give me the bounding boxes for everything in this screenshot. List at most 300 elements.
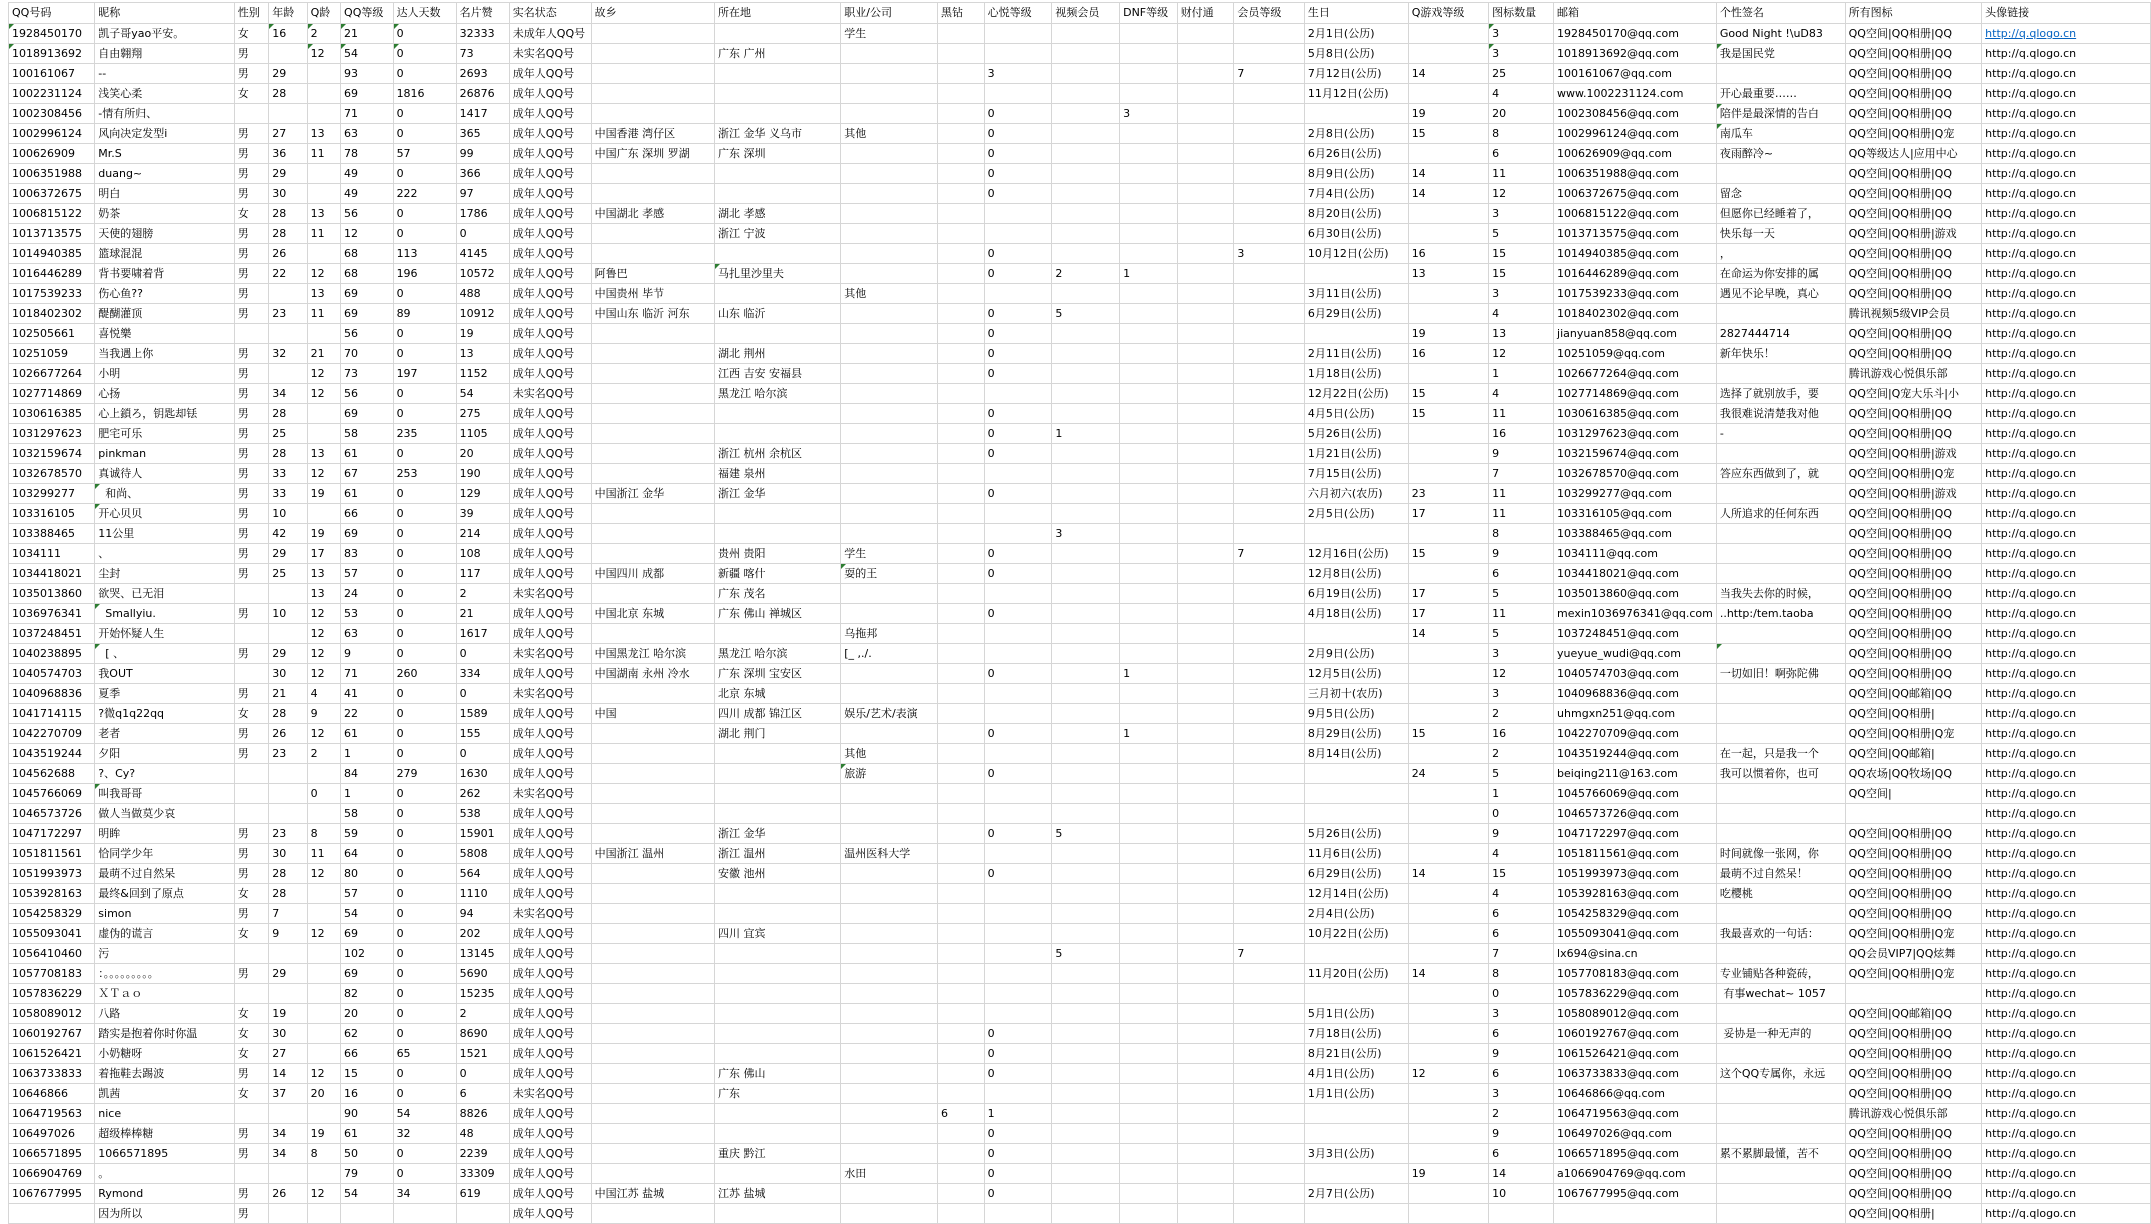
cell-hometown[interactable]: 中国广东 深圳 罗湖	[591, 144, 714, 164]
cell-daren[interactable]: 0	[393, 884, 456, 904]
column-header-sig[interactable]: 个性签名	[1716, 3, 1845, 24]
cell-hometown[interactable]: 中国湖北 孝感	[591, 204, 714, 224]
cell-qgame[interactable]: 15	[1408, 384, 1488, 404]
cell-qq[interactable]: 1006815122	[9, 204, 95, 224]
cell-qq[interactable]: 1002308456	[9, 104, 95, 124]
cell-likes[interactable]: 99	[456, 144, 509, 164]
cell-sig[interactable]: 夜雨醉冷~	[1716, 144, 1845, 164]
cell-daren[interactable]: 0	[393, 504, 456, 524]
cell-daren[interactable]: 32	[393, 1124, 456, 1144]
cell-xinyue[interactable]: 0	[984, 164, 1052, 184]
cell-location[interactable]: 浙江 温州	[714, 844, 840, 864]
cell-birthday[interactable]: 5月1日(公历)	[1304, 1004, 1408, 1024]
cell-gender[interactable]: 男	[234, 844, 269, 864]
cell-vip[interactable]	[1234, 1184, 1305, 1204]
cell-qqlevel[interactable]: 16	[341, 1084, 394, 1104]
cell-heizuan[interactable]	[938, 24, 985, 44]
cell-caifutong[interactable]	[1177, 464, 1234, 484]
cell-hometown[interactable]: 中国黑龙江 哈尔滨	[591, 644, 714, 664]
cell-email[interactable]: 1043519244@qq.com	[1554, 744, 1717, 764]
cell-birthday[interactable]	[1304, 1104, 1408, 1124]
cell-xinyue[interactable]	[984, 24, 1052, 44]
cell-xinyue[interactable]: 0	[984, 364, 1052, 384]
cell-qgame[interactable]	[1408, 784, 1488, 804]
cell-qgame[interactable]: 17	[1408, 504, 1488, 524]
cell-sig[interactable]	[1716, 1204, 1845, 1224]
cell-location[interactable]: 湖北 孝感	[714, 204, 840, 224]
cell-location[interactable]	[714, 244, 840, 264]
cell-job[interactable]: [_ ,./.	[841, 644, 938, 664]
cell-birthday[interactable]: 6月19日(公历)	[1304, 584, 1408, 604]
cell-qqlevel[interactable]: 62	[341, 1024, 394, 1044]
cell-caifutong[interactable]	[1177, 1004, 1234, 1024]
cell-job[interactable]	[841, 524, 938, 544]
cell-gender[interactable]: 女	[234, 1024, 269, 1044]
cell-video[interactable]	[1052, 404, 1120, 424]
cell-xinyue[interactable]: 0	[984, 544, 1052, 564]
cell-qq[interactable]: 1057836229	[9, 984, 95, 1004]
cell-sig[interactable]: ，	[1716, 244, 1845, 264]
cell-xinyue[interactable]	[984, 984, 1052, 1004]
cell-caifutong[interactable]	[1177, 204, 1234, 224]
cell-caifutong[interactable]	[1177, 584, 1234, 604]
cell-likes[interactable]: 1521	[456, 1044, 509, 1064]
cell-caifutong[interactable]	[1177, 24, 1234, 44]
cell-location[interactable]	[714, 524, 840, 544]
cell-dnf[interactable]	[1120, 1104, 1178, 1124]
cell-icons[interactable]: 6	[1489, 1064, 1554, 1084]
cell-realname[interactable]: 成年人QQ号	[509, 504, 591, 524]
cell-qage[interactable]: 12	[307, 1184, 340, 1204]
cell-dnf[interactable]: 1	[1120, 264, 1178, 284]
cell-qgame[interactable]: 19	[1408, 324, 1488, 344]
cell-icons[interactable]: 15	[1489, 864, 1554, 884]
cell-icons[interactable]: 1	[1489, 364, 1554, 384]
cell-video[interactable]	[1052, 1164, 1120, 1184]
cell-qgame[interactable]: 24	[1408, 764, 1488, 784]
cell-nick[interactable]: 当我遇上你	[95, 344, 234, 364]
cell-sig[interactable]: 最萌不过自然呆！	[1716, 864, 1845, 884]
cell-dnf[interactable]	[1120, 784, 1178, 804]
cell-email[interactable]: 1018402302@qq.com	[1554, 304, 1717, 324]
cell-nick[interactable]: 、	[95, 544, 234, 564]
cell-email[interactable]: 1040968836@qq.com	[1554, 684, 1717, 704]
cell-nick[interactable]: 醍醐灌顶	[95, 304, 234, 324]
cell-daren[interactable]: 253	[393, 464, 456, 484]
cell-qage[interactable]: 8	[307, 1144, 340, 1164]
cell-qgame[interactable]	[1408, 1184, 1488, 1204]
cell-likes[interactable]: 0	[456, 224, 509, 244]
cell-location[interactable]: 广东 佛山	[714, 1064, 840, 1084]
cell-vip[interactable]: 3	[1234, 244, 1305, 264]
cell-qage[interactable]: 21	[307, 344, 340, 364]
cell-avatar[interactable]: http://q.qlogo.cn	[1982, 484, 2151, 504]
cell-avatar[interactable]: http://q.qlogo.cn	[1982, 264, 2151, 284]
cell-icons[interactable]: 13	[1489, 324, 1554, 344]
cell-hometown[interactable]: 中国浙江 温州	[591, 844, 714, 864]
cell-dnf[interactable]	[1120, 444, 1178, 464]
cell-realname[interactable]: 成年人QQ号	[509, 884, 591, 904]
cell-avatar[interactable]: http://q.qlogo.cn	[1982, 324, 2151, 344]
cell-location[interactable]	[714, 784, 840, 804]
cell-icons[interactable]: 2	[1489, 704, 1554, 724]
cell-email[interactable]: 100626909@qq.com	[1554, 144, 1717, 164]
cell-dnf[interactable]	[1120, 24, 1178, 44]
cell-qage[interactable]	[307, 1044, 340, 1064]
column-header-allicons[interactable]: 所有图标	[1845, 3, 1982, 24]
cell-video[interactable]	[1052, 284, 1120, 304]
cell-qgame[interactable]	[1408, 1024, 1488, 1044]
cell-heizuan[interactable]	[938, 764, 985, 784]
cell-qage[interactable]: 11	[307, 224, 340, 244]
cell-sig[interactable]: 南瓜车	[1716, 124, 1845, 144]
cell-location[interactable]	[714, 944, 840, 964]
cell-realname[interactable]: 成年人QQ号	[509, 1044, 591, 1064]
cell-xinyue[interactable]: 0	[984, 1164, 1052, 1184]
column-header-age[interactable]: 年龄	[269, 3, 307, 24]
cell-job[interactable]	[841, 1044, 938, 1064]
cell-email[interactable]: 1014940385@qq.com	[1554, 244, 1717, 264]
cell-icons[interactable]: 15	[1489, 244, 1554, 264]
cell-avatar[interactable]: http://q.qlogo.cn	[1982, 784, 2151, 804]
column-header-qage[interactable]: Q龄	[307, 3, 340, 24]
cell-birthday[interactable]: 2月9日(公历)	[1304, 644, 1408, 664]
cell-location[interactable]	[714, 884, 840, 904]
cell-qqlevel[interactable]: 58	[341, 424, 394, 444]
cell-birthday[interactable]: 7月15日(公历)	[1304, 464, 1408, 484]
cell-email[interactable]: 1045766069@qq.com	[1554, 784, 1717, 804]
cell-allicons[interactable]: QQ空间|QQ相册|QQ	[1845, 664, 1982, 684]
cell-hometown[interactable]	[591, 804, 714, 824]
cell-icons[interactable]: 9	[1489, 1124, 1554, 1144]
cell-qgame[interactable]	[1408, 644, 1488, 664]
cell-age[interactable]	[269, 104, 307, 124]
cell-dnf[interactable]	[1120, 1184, 1178, 1204]
cell-avatar[interactable]: http://q.qlogo.cn	[1982, 284, 2151, 304]
cell-icons[interactable]: 6	[1489, 1144, 1554, 1164]
cell-avatar[interactable]: http://q.qlogo.cn	[1982, 444, 2151, 464]
cell-age[interactable]: 29	[269, 64, 307, 84]
cell-nick[interactable]: 奶茶	[95, 204, 234, 224]
cell-realname[interactable]: 未实名QQ号	[509, 1084, 591, 1104]
cell-realname[interactable]: 未实名QQ号	[509, 584, 591, 604]
cell-likes[interactable]: 4145	[456, 244, 509, 264]
cell-nick[interactable]: Rymond	[95, 1184, 234, 1204]
cell-heizuan[interactable]	[938, 264, 985, 284]
cell-allicons[interactable]: QQ空间|	[1845, 784, 1982, 804]
cell-allicons[interactable]: QQ空间|QQ邮箱|QQ	[1845, 684, 1982, 704]
cell-gender[interactable]: 男	[234, 364, 269, 384]
column-header-avatar[interactable]: 头像链接	[1982, 3, 2151, 24]
cell-caifutong[interactable]	[1177, 1144, 1234, 1164]
cell-gender[interactable]: 女	[234, 924, 269, 944]
cell-qqlevel[interactable]: 66	[341, 1044, 394, 1064]
cell-allicons[interactable]	[1845, 804, 1982, 824]
cell-realname[interactable]: 成年人QQ号	[509, 704, 591, 724]
cell-likes[interactable]: 19	[456, 324, 509, 344]
cell-nick[interactable]: 尘封	[95, 564, 234, 584]
cell-nick[interactable]: Mr.S	[95, 144, 234, 164]
cell-icons[interactable]: 11	[1489, 484, 1554, 504]
cell-age[interactable]: 28	[269, 224, 307, 244]
cell-email[interactable]: lx694@sina.cn	[1554, 944, 1717, 964]
cell-avatar[interactable]: http://q.qlogo.cn	[1982, 124, 2151, 144]
cell-realname[interactable]: 未实名QQ号	[509, 784, 591, 804]
cell-heizuan[interactable]	[938, 464, 985, 484]
cell-likes[interactable]: 365	[456, 124, 509, 144]
cell-qq[interactable]: 1027714869	[9, 384, 95, 404]
cell-sig[interactable]	[1716, 1164, 1845, 1184]
cell-birthday[interactable]: 2月1日(公历)	[1304, 24, 1408, 44]
cell-gender[interactable]: 女	[234, 1044, 269, 1064]
cell-vip[interactable]	[1234, 384, 1305, 404]
cell-qq[interactable]: 1017539233	[9, 284, 95, 304]
cell-hometown[interactable]	[591, 184, 714, 204]
cell-realname[interactable]: 成年人QQ号	[509, 764, 591, 784]
cell-video[interactable]	[1052, 164, 1120, 184]
cell-vip[interactable]	[1234, 844, 1305, 864]
cell-qqlevel[interactable]: 69	[341, 284, 394, 304]
cell-daren[interactable]: 0	[393, 984, 456, 1004]
cell-qage[interactable]	[307, 884, 340, 904]
cell-email[interactable]: 1034111@qq.com	[1554, 544, 1717, 564]
cell-gender[interactable]	[234, 784, 269, 804]
cell-email[interactable]: yueyue_wudi@qq.com	[1554, 644, 1717, 664]
cell-avatar[interactable]: http://q.qlogo.cn	[1982, 424, 2151, 444]
cell-email[interactable]: 1066571895@qq.com	[1554, 1144, 1717, 1164]
cell-job[interactable]: 温州医科大学	[841, 844, 938, 864]
cell-nick[interactable]: 肥宅可乐	[95, 424, 234, 444]
cell-nick[interactable]: 和尚、	[95, 484, 234, 504]
cell-dnf[interactable]	[1120, 864, 1178, 884]
cell-qqlevel[interactable]: 61	[341, 444, 394, 464]
cell-icons[interactable]: 10	[1489, 1184, 1554, 1204]
cell-daren[interactable]: 0	[393, 164, 456, 184]
cell-icons[interactable]: 4	[1489, 304, 1554, 324]
cell-avatar[interactable]: http://q.qlogo.cn	[1982, 944, 2151, 964]
cell-job[interactable]: 其他	[841, 284, 938, 304]
cell-gender[interactable]: 女	[234, 704, 269, 724]
cell-job[interactable]	[841, 364, 938, 384]
cell-job[interactable]: 耍的王	[841, 564, 938, 584]
cell-qq[interactable]: 1032678570	[9, 464, 95, 484]
cell-qgame[interactable]	[1408, 904, 1488, 924]
cell-heizuan[interactable]	[938, 724, 985, 744]
cell-email[interactable]: 1040574703@qq.com	[1554, 664, 1717, 684]
cell-caifutong[interactable]	[1177, 184, 1234, 204]
cell-daren[interactable]: 0	[393, 804, 456, 824]
cell-caifutong[interactable]	[1177, 324, 1234, 344]
cell-qqlevel[interactable]: 1	[341, 784, 394, 804]
cell-birthday[interactable]: 12月16日(公历)	[1304, 544, 1408, 564]
cell-xinyue[interactable]: 3	[984, 64, 1052, 84]
cell-dnf[interactable]	[1120, 524, 1178, 544]
cell-heizuan[interactable]	[938, 1044, 985, 1064]
cell-daren[interactable]: 0	[393, 444, 456, 464]
cell-age[interactable]: 37	[269, 1084, 307, 1104]
cell-email[interactable]: 1037248451@qq.com	[1554, 624, 1717, 644]
cell-likes[interactable]: 10912	[456, 304, 509, 324]
cell-dnf[interactable]	[1120, 744, 1178, 764]
cell-avatar[interactable]: http://q.qlogo.cn	[1982, 64, 2151, 84]
cell-qgame[interactable]: 14	[1408, 164, 1488, 184]
cell-avatar[interactable]: http://q.qlogo.cn	[1982, 824, 2151, 844]
cell-realname[interactable]: 成年人QQ号	[509, 864, 591, 884]
column-header-heizuan[interactable]: 黑钻	[938, 3, 985, 24]
cell-video[interactable]	[1052, 1084, 1120, 1104]
cell-caifutong[interactable]	[1177, 644, 1234, 664]
cell-age[interactable]: 29	[269, 964, 307, 984]
cell-xinyue[interactable]: 1	[984, 1104, 1052, 1124]
cell-heizuan[interactable]	[938, 284, 985, 304]
cell-icons[interactable]: 14	[1489, 1164, 1554, 1184]
cell-qgame[interactable]	[1408, 204, 1488, 224]
cell-gender[interactable]: 女	[234, 24, 269, 44]
cell-avatar[interactable]: http://q.qlogo.cn	[1982, 1124, 2151, 1144]
cell-gender[interactable]: 男	[234, 464, 269, 484]
cell-hometown[interactable]	[591, 24, 714, 44]
cell-qage[interactable]: 12	[307, 644, 340, 664]
cell-sig[interactable]: 我最喜欢的一句话：	[1716, 924, 1845, 944]
cell-age[interactable]: 29	[269, 544, 307, 564]
cell-vip[interactable]	[1234, 624, 1305, 644]
cell-xinyue[interactable]	[984, 804, 1052, 824]
cell-qgame[interactable]: 19	[1408, 104, 1488, 124]
cell-realname[interactable]: 成年人QQ号	[509, 804, 591, 824]
cell-age[interactable]: 25	[269, 424, 307, 444]
cell-vip[interactable]	[1234, 204, 1305, 224]
cell-realname[interactable]: 成年人QQ号	[509, 404, 591, 424]
cell-qage[interactable]: 13	[307, 444, 340, 464]
cell-dnf[interactable]	[1120, 704, 1178, 724]
cell-vip[interactable]	[1234, 964, 1305, 984]
cell-caifutong[interactable]	[1177, 904, 1234, 924]
cell-qq[interactable]: 1034111	[9, 544, 95, 564]
cell-email[interactable]: 1031297623@qq.com	[1554, 424, 1717, 444]
cell-location[interactable]: 北京 东城	[714, 684, 840, 704]
cell-sig[interactable]: -	[1716, 424, 1845, 444]
cell-qgame[interactable]	[1408, 1084, 1488, 1104]
cell-sig[interactable]: 当我失去你的时候，	[1716, 584, 1845, 604]
cell-sig[interactable]: 陪伴是最深情的告白	[1716, 104, 1845, 124]
cell-allicons[interactable]: QQ空间|QQ相册|QQ	[1845, 904, 1982, 924]
cell-hometown[interactable]	[591, 104, 714, 124]
cell-video[interactable]	[1052, 984, 1120, 1004]
cell-video[interactable]	[1052, 324, 1120, 344]
cell-age[interactable]	[269, 1104, 307, 1124]
cell-realname[interactable]: 成年人QQ号	[509, 1204, 591, 1224]
cell-nick[interactable]: 污	[95, 944, 234, 964]
cell-qage[interactable]	[307, 1164, 340, 1184]
cell-xinyue[interactable]	[984, 704, 1052, 724]
cell-allicons[interactable]: QQ空间|QQ相册|QQ	[1845, 624, 1982, 644]
cell-daren[interactable]: 0	[393, 704, 456, 724]
cell-nick[interactable]: 11公里	[95, 524, 234, 544]
cell-allicons[interactable]: 腾讯视频5级VIP会员	[1845, 304, 1982, 324]
cell-video[interactable]: 5	[1052, 944, 1120, 964]
cell-heizuan[interactable]	[938, 644, 985, 664]
cell-qqlevel[interactable]: 67	[341, 464, 394, 484]
cell-qage[interactable]	[307, 244, 340, 264]
cell-avatar[interactable]: http://q.qlogo.cn	[1982, 664, 2151, 684]
cell-job[interactable]: 乌拖邦	[841, 624, 938, 644]
cell-dnf[interactable]	[1120, 984, 1178, 1004]
cell-age[interactable]	[269, 584, 307, 604]
cell-dnf[interactable]	[1120, 904, 1178, 924]
cell-hometown[interactable]	[591, 464, 714, 484]
cell-heizuan[interactable]	[938, 1084, 985, 1104]
cell-job[interactable]	[841, 964, 938, 984]
cell-qgame[interactable]: 13	[1408, 264, 1488, 284]
cell-video[interactable]	[1052, 964, 1120, 984]
cell-heizuan[interactable]	[938, 124, 985, 144]
cell-video[interactable]	[1052, 124, 1120, 144]
cell-nick[interactable]: 因为所以	[95, 1204, 234, 1224]
cell-dnf[interactable]	[1120, 464, 1178, 484]
cell-location[interactable]: 江西 吉安 安福县	[714, 364, 840, 384]
cell-caifutong[interactable]	[1177, 864, 1234, 884]
cell-xinyue[interactable]	[984, 904, 1052, 924]
cell-nick[interactable]: 真诚待人	[95, 464, 234, 484]
cell-realname[interactable]: 成年人QQ号	[509, 524, 591, 544]
cell-email[interactable]: 1055093041@qq.com	[1554, 924, 1717, 944]
cell-likes[interactable]: 488	[456, 284, 509, 304]
column-header-hometown[interactable]: 故乡	[591, 3, 714, 24]
cell-qqlevel[interactable]: 54	[341, 44, 394, 64]
cell-video[interactable]	[1052, 484, 1120, 504]
cell-video[interactable]	[1052, 604, 1120, 624]
cell-daren[interactable]: 65	[393, 1044, 456, 1064]
cell-caifutong[interactable]	[1177, 1044, 1234, 1064]
cell-birthday[interactable]	[1304, 984, 1408, 1004]
cell-qage[interactable]: 9	[307, 704, 340, 724]
cell-realname[interactable]: 成年人QQ号	[509, 544, 591, 564]
cell-realname[interactable]: 成年人QQ号	[509, 664, 591, 684]
cell-dnf[interactable]	[1120, 64, 1178, 84]
cell-gender[interactable]: 男	[234, 404, 269, 424]
cell-allicons[interactable]: QQ空间|QQ邮箱|	[1845, 744, 1982, 764]
cell-gender[interactable]: 男	[234, 684, 269, 704]
cell-qq[interactable]: 1066571895	[9, 1144, 95, 1164]
cell-gender[interactable]: 男	[234, 604, 269, 624]
cell-job[interactable]	[841, 1204, 938, 1224]
cell-age[interactable]: 27	[269, 124, 307, 144]
cell-qage[interactable]: 12	[307, 724, 340, 744]
cell-qage[interactable]: 12	[307, 384, 340, 404]
cell-xinyue[interactable]	[984, 284, 1052, 304]
cell-job[interactable]	[841, 584, 938, 604]
cell-dnf[interactable]	[1120, 204, 1178, 224]
cell-birthday[interactable]: 2月5日(公历)	[1304, 504, 1408, 524]
cell-qage[interactable]	[307, 84, 340, 104]
cell-heizuan[interactable]	[938, 404, 985, 424]
cell-qage[interactable]: 13	[307, 584, 340, 604]
cell-qqlevel[interactable]: 50	[341, 1144, 394, 1164]
cell-sig[interactable]: 有事wechat~ 1057	[1716, 984, 1845, 1004]
cell-qage[interactable]: 12	[307, 44, 340, 64]
cell-gender[interactable]: 男	[234, 644, 269, 664]
cell-realname[interactable]: 成年人QQ号	[509, 264, 591, 284]
cell-allicons[interactable]: QQ空间|QQ相册|QQ	[1845, 524, 1982, 544]
cell-email[interactable]: 1042270709@qq.com	[1554, 724, 1717, 744]
cell-heizuan[interactable]: 6	[938, 1104, 985, 1124]
cell-realname[interactable]: 成年人QQ号	[509, 324, 591, 344]
cell-caifutong[interactable]	[1177, 284, 1234, 304]
cell-sig[interactable]	[1716, 724, 1845, 744]
cell-xinyue[interactable]: 0	[984, 1184, 1052, 1204]
cell-avatar[interactable]: http://q.qlogo.cn	[1982, 1184, 2151, 1204]
cell-location[interactable]	[714, 1004, 840, 1024]
